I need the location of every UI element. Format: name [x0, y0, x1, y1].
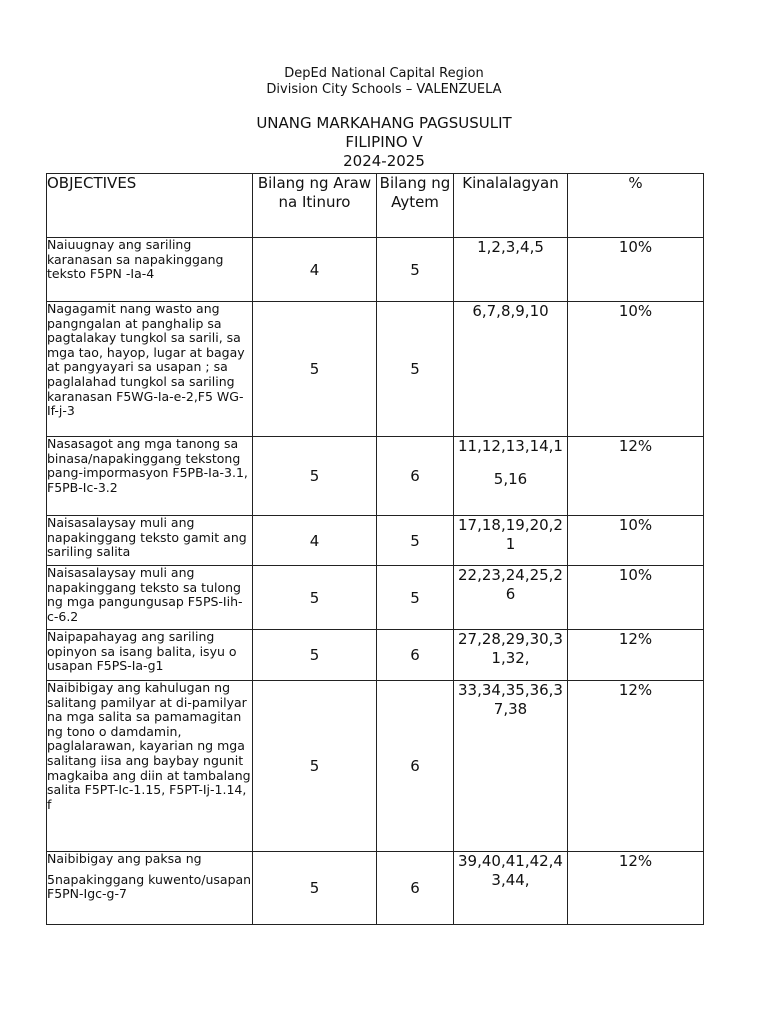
header-items: Bilang ng Aytem [377, 174, 454, 238]
percent-cell: 10% [568, 238, 704, 302]
percent-cell: 12% [568, 852, 704, 925]
items-cell: 6 [377, 437, 454, 516]
days-cell: 5 [253, 681, 377, 852]
days-cell: 5 [253, 630, 377, 681]
percent-cell: 12% [568, 437, 704, 516]
percent-cell: 10% [568, 566, 704, 630]
days-cell: 5 [253, 852, 377, 925]
percent-cell: 10% [568, 516, 704, 566]
items-cell: 6 [377, 630, 454, 681]
items-cell: 5 [377, 238, 454, 302]
table-row [47, 566, 704, 630]
placement-cell: 27,28,29,30,31,32, [454, 630, 568, 681]
placement-cell: 39,40,41,42,43,44, [454, 852, 568, 925]
objective-line-1: Naibibigay ang paksa ng [47, 851, 202, 866]
items-cell: 5 [377, 516, 454, 566]
days-cell: 4 [253, 238, 377, 302]
placement-cell: 1,2,3,4,5 [454, 238, 568, 302]
items-cell: 6 [377, 852, 454, 925]
subject-title: FILIPINO V [345, 133, 423, 151]
school-year: 2024-2025 [343, 152, 425, 170]
objective-line-2: 5napakinggang kuwento/usapan F5PN-Igc-g-7 [47, 871, 252, 902]
table-row [47, 437, 704, 516]
table-row [47, 630, 704, 681]
placement-cell: 22,23,24,25,26 [454, 566, 568, 630]
placement-cell: 17,18,19,20,21 [454, 516, 568, 566]
placement-cell: 33,34,35,36,37,38 [454, 681, 568, 852]
table-row [47, 516, 704, 566]
objective-cell: Naibibigay ang kahulugan ng salitang pamilyar at di-pamilyar na mga salita sa pamamagitan ng tono o damdamin, paglalarawan, kayarian ng mga salitang iisa ang baybay ngunit magkaiba ang diin at tambalang salita F5PT-Ic-1.15, F5PT-Ij-1.14, f [47, 681, 253, 852]
objective-cell: Naisasalaysay muli ang napakinggang teksto gamit ang sariling salita [47, 516, 253, 566]
org-line-region: DepEd National Capital Region [284, 66, 484, 81]
days-cell: 5 [253, 437, 377, 516]
table-row [47, 681, 704, 852]
header-placement: Kinalalagyan [454, 174, 568, 238]
objective-cell: Naiuugnay ang sariling karanasan sa napakinggang teksto F5PN -Ia-4 [47, 238, 253, 302]
objective-cell: Nasasagot ang mga tanong sa binasa/napakinggang tekstong pang-impormasyon F5PB-Ia-3.1, F5PB-Ic-3.2 [47, 437, 253, 516]
objective-cell: Naipapahayag ang sariling opinyon sa isang balita, isyu o usapan F5PS-Ia-g1 [47, 630, 253, 681]
table-row [47, 302, 704, 437]
items-cell: 6 [377, 681, 454, 852]
percent-cell: 10% [568, 302, 704, 437]
placement-cell: 6,7,8,9,10 [454, 302, 568, 437]
placement-cell [454, 437, 568, 516]
placement-line-1: 11,12,13,14,1 [458, 437, 563, 455]
table-of-specifications [46, 173, 704, 925]
header-days: Bilang ng Araw na Itinuro [253, 174, 377, 238]
table-row [47, 852, 704, 925]
org-line-division: Division City Schools – VALENZUELA [266, 82, 502, 97]
days-cell: 5 [253, 566, 377, 630]
document-title: UNANG MARKAHANG PAGSUSULIT [256, 114, 512, 132]
objective-cell: Naisasalaysay muli ang napakinggang teksto sa tulong ng mga pangungusap F5PS-Iih-c-6.2 [47, 566, 253, 630]
items-cell: 5 [377, 566, 454, 630]
days-cell: 4 [253, 516, 377, 566]
header-percent: % [568, 174, 704, 238]
days-cell: 5 [253, 302, 377, 437]
percent-cell: 12% [568, 630, 704, 681]
table-row [47, 238, 704, 302]
header-objectives: OBJECTIVES [47, 174, 253, 238]
items-cell: 5 [377, 302, 454, 437]
placement-line-2: 5,16 [493, 470, 528, 488]
objective-cell [47, 852, 253, 925]
percent-cell: 12% [568, 681, 704, 852]
objective-cell: Nagagamit nang wasto ang pangngalan at panghalip sa pagtalakay tungkol sa sarili, sa mga tao, hayop, lugar at bagay at pangyayari sa usapan ; sa paglalahad tungkol sa sariling karanasan F5WG-Ia-e-2,F5 WG-If-j-3 [47, 302, 253, 437]
table-header-row [47, 174, 704, 238]
